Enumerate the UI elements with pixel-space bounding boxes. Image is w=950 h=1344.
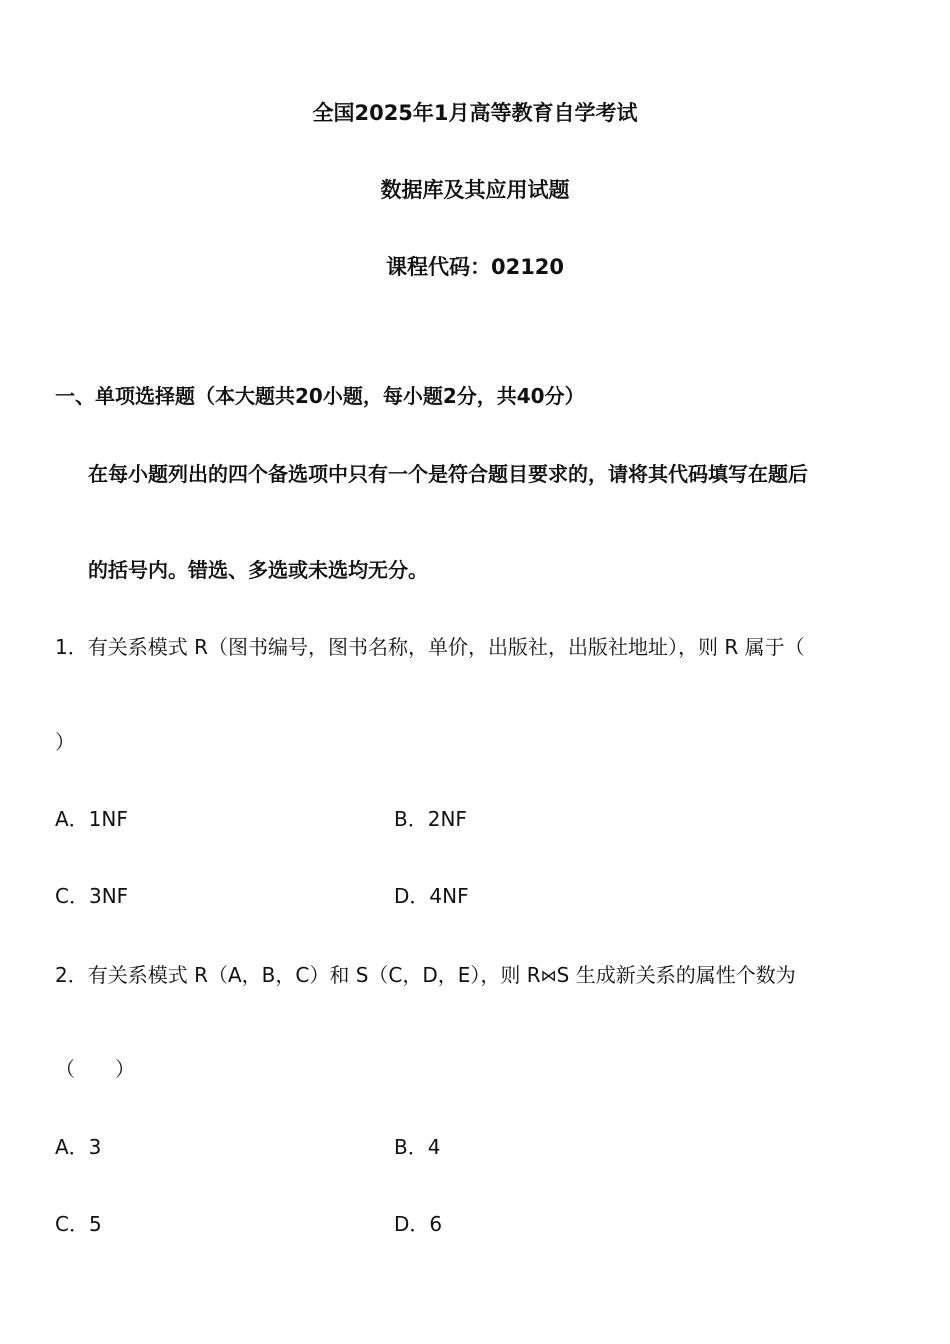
instruction-line-2: 的括号内。错选、多选或未选均无分。 — [88, 558, 428, 582]
question-2-option-d: D．6 — [394, 1212, 443, 1236]
question-1-option-b: B．2NF — [394, 807, 467, 831]
subject-title: 数据库及其应用试题 — [380, 178, 570, 202]
exam-title: 全国2025年1月高等教育自学考试 — [312, 101, 638, 125]
question-2-option-b: B．4 — [394, 1135, 441, 1159]
question-2-option-a: A．3 — [55, 1135, 102, 1159]
question-2-option-c: C．5 — [55, 1212, 102, 1236]
question-1-stem: 1．有关系模式 R（图书编号，图书名称，单价，出版社，出版社地址），则 R 属于（ — [55, 635, 805, 659]
question-1-option-d: D．4NF — [394, 884, 469, 908]
question-1-option-a: A．1NF — [55, 807, 128, 831]
question-2-stem-end: （ ） — [55, 1057, 135, 1081]
question-1-stem-end: ） — [55, 730, 75, 754]
question-2-stem — [55, 965, 796, 985]
question-2-stem-part-a: 2．有关系模式 R（A，B，C）和 S（C，D，E），则 R — [55, 963, 541, 987]
course-code: 课程代码：02120 — [385, 255, 565, 279]
question-2-stem-part-b: S 生成新关系的属性个数为 — [556, 963, 796, 987]
natural-join-icon: ⋈ — [540, 966, 557, 985]
question-1-option-c: C．3NF — [55, 884, 129, 908]
section-heading: 一、单项选择题（本大题共20小题，每小题2分，共40分） — [55, 384, 585, 408]
instruction-line-1: 在每小题列出的四个备选项中只有一个是符合题目要求的，请将其代码填写在题后 — [88, 462, 808, 486]
